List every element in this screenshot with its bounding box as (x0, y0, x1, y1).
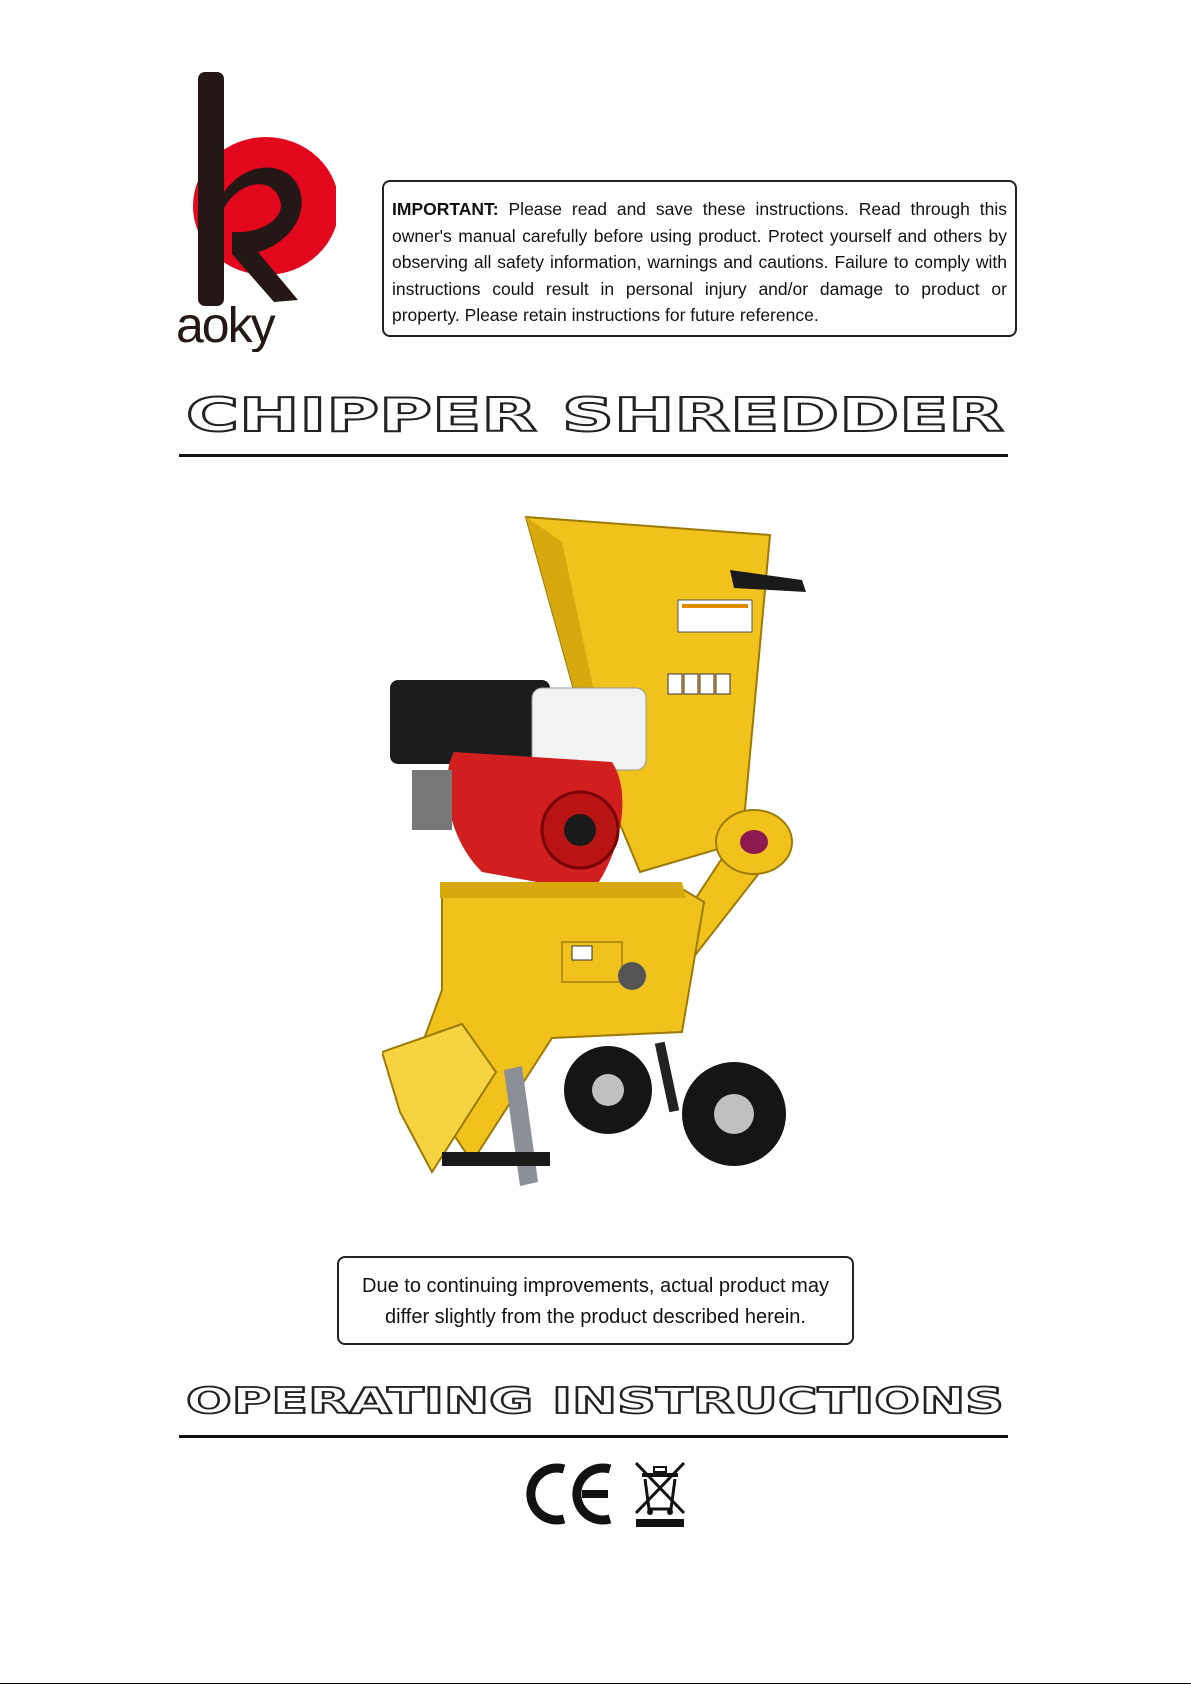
crossed-out-bin-icon (632, 1461, 688, 1527)
svg-text:aoky: aoky (176, 306, 274, 352)
product-title (186, 388, 1006, 442)
important-label: IMPORTANT: (392, 199, 499, 219)
brand-logo (176, 68, 336, 352)
chipper-shredder-icon (382, 512, 822, 1202)
important-notice (382, 180, 1017, 337)
document-type-title (186, 1378, 1006, 1422)
important-text: Please read and save these instructions. Read through this owner's manual carefully before using product. Protect yourself and others by observing all safety information, warnings and cautions. Failure to comply with instructions could result in personal injury and/or damage to product or property. Please retain instructions for future reference. (392, 199, 1007, 325)
document-type-text: OPERATING INSTRUCTIONS (186, 1381, 1004, 1422)
disclaimer-notice: Due to continuing improvements, actual product may differ slightly from the product described herein. (337, 1256, 854, 1345)
page-bottom-line (0, 1683, 1191, 1684)
logo-wordmark (176, 306, 336, 352)
product-photo (382, 512, 822, 1202)
title-rule (179, 454, 1008, 457)
product-title-text: CHIPPER SHREDDER (186, 388, 1005, 442)
doc-type-rule (179, 1435, 1008, 1438)
ce-mark-icon (526, 1463, 616, 1525)
